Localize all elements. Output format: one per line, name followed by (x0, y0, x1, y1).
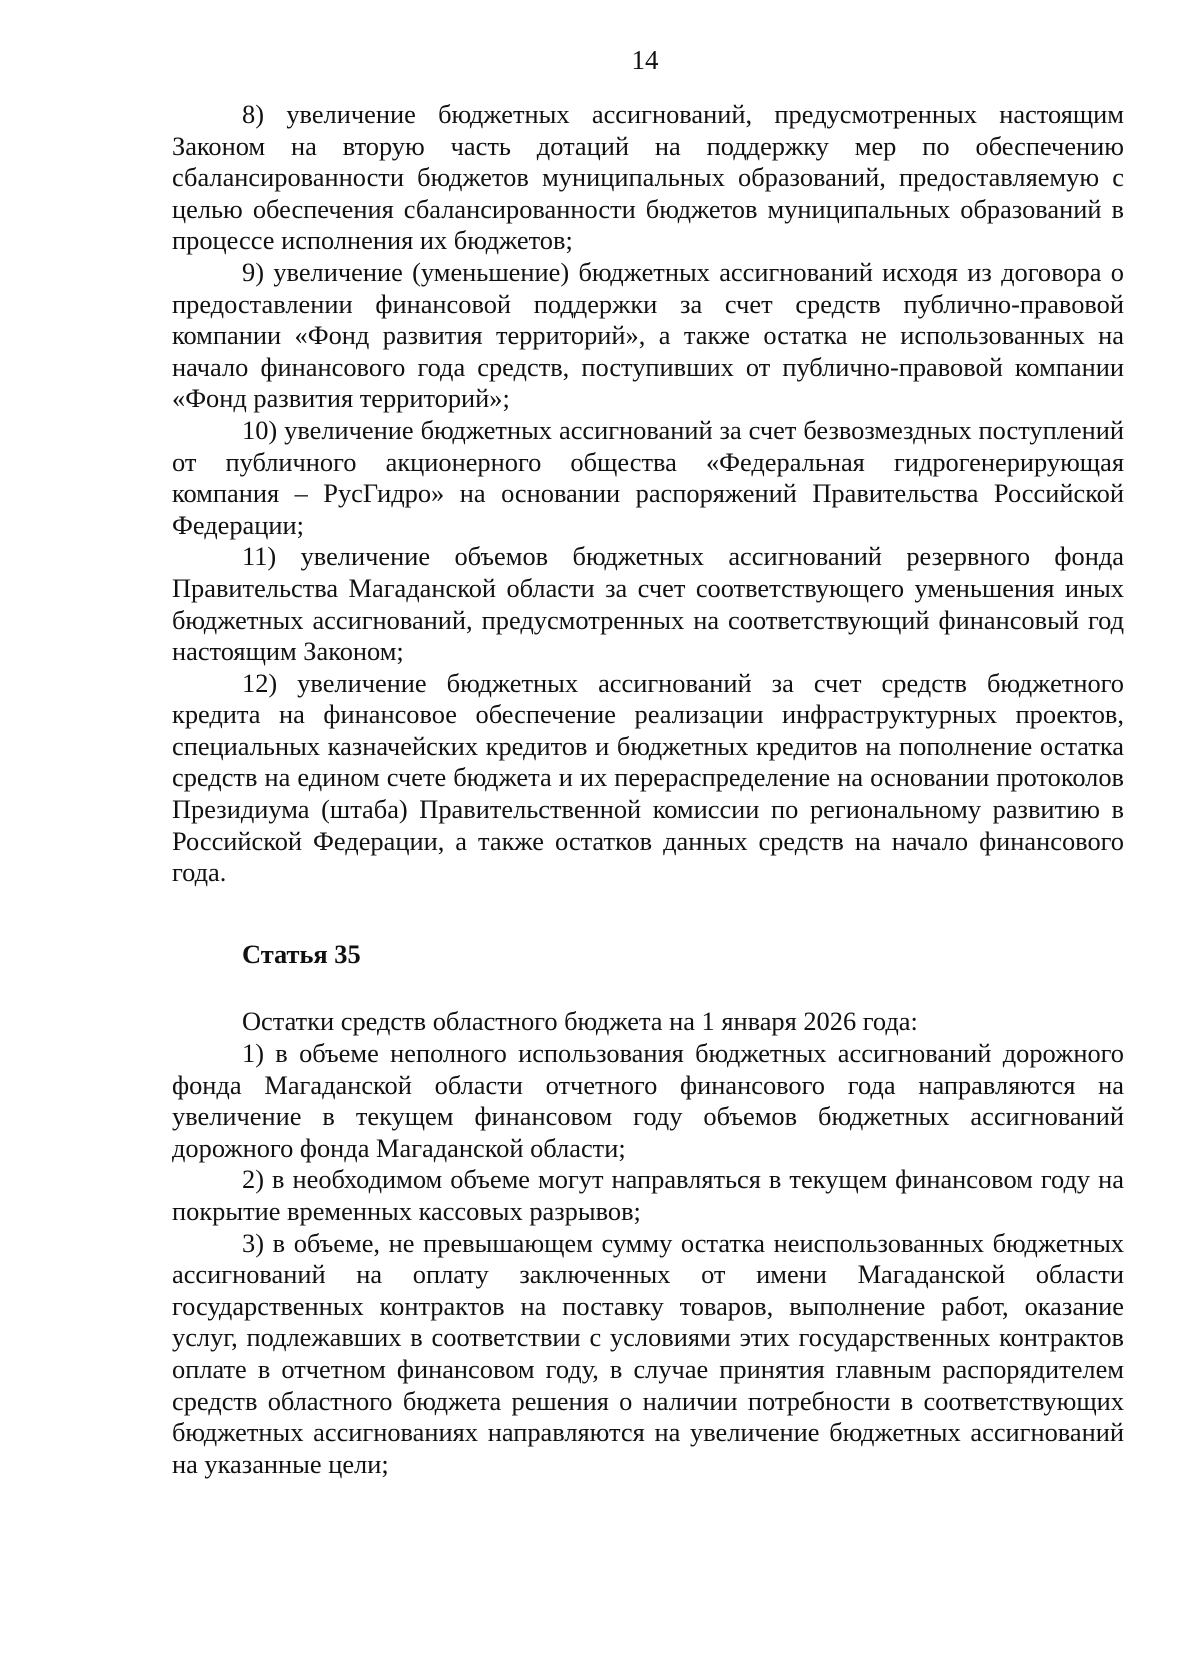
paragraph-item-11: 11) увеличение объемов бюджетных ассигнований резервного фонда Правительства Магаданской области за счет соответствующего уменьшения иных бюджетных ассигнований, предусмотренных на соответствующий финансовый год настоящим Законом; (172, 541, 1124, 667)
paragraph-item-8: 8) увеличение бюджетных ассигнований, предусмотренных настоящим Законом на вторую часть дотаций на поддержку мер по обеспечению сбалансированности бюджетов муниципальных образований, предоставляемую с целью обеспечения сбалансированности бюджетов муниципальных образований в процессе исполнения их бюджетов; (172, 99, 1124, 256)
page-number: 14 (631, 45, 659, 75)
document-body (172, 99, 1124, 1480)
article-heading: Статья 35 (242, 938, 361, 969)
paragraph-item-9: 9) увеличение (уменьшение) бюджетных ассигнований исходя из договора о предоставлении финансовой поддержки за счет средств публично-правовой компании «Фонд развития территорий», а также остатка не использованных на начало финансового года средств, поступивших от публично-правовой компании «Фонд развития территорий»; (172, 256, 1124, 414)
article-item-2: 2) в необходимом объеме могут направляться в текущем финансовом году на покрытие временных кассовых разрывов; (172, 1164, 1124, 1226)
paragraph-item-12: 12) увеличение бюджетных ассигнований за счет средств бюджетного кредита на финансовое обеспечение реализации инфраструктурных проектов, специальных казначейских кредитов и бюджетных кредитов на пополнение остатка средств на едином счете бюджета и их перераспределение на основании протоколов Президиума (штаба) Правительственной комиссии по региональному развитию в Российской Федерации, а также остатков данных средств на начало финансового года. (172, 667, 1124, 888)
paragraph-item-10: 10) увеличение бюджетных ассигнований за счет безвозмездных поступлений от публичного акционерного общества «Федеральная гидрогенерирующая компания – РусГидро» на основании распоряжений Правительства Российской Федерации; (172, 414, 1124, 540)
article-intro: Остатки средств областного бюджета на 1 января 2026 года: (242, 1006, 918, 1037)
article-item-1: 1) в объеме неполного использования бюджетных ассигнований дорожного фонда Магаданской области отчетного финансового года направляются на увеличение в текущем финансовом году объемов бюджетных ассигнований дорожного фонда Магаданской области; (172, 1038, 1124, 1163)
article-item-3: 3) в объеме, не превышающем сумму остатка неиспользованных бюджетных ассигнований на оплату заключенных от имени Магаданской области государственных контрактов на поставку товаров, выполнение работ, оказание услуг, подлежавших в соответствии с условиями этих государственных контрактов оплате в отчетном финансовом году, в случае принятия главным распорядителем средств областного бюджета решения о наличии потребности в соответствующих бюджетных ассигнованиях направляются на увеличение бюджетных ассигнований на указанные цели; (172, 1227, 1124, 1479)
